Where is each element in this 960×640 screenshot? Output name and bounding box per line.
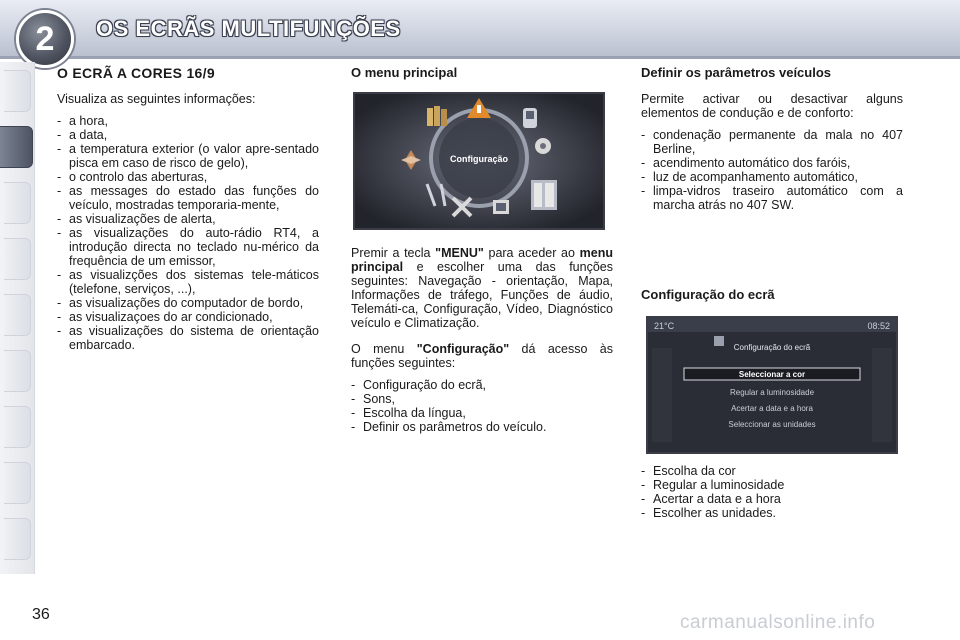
- config-menu-description: O menu "Configuração" dá acesso às funções seguintes:: [351, 342, 614, 370]
- section-heading-vehicle-params: Definir os parâmetros veículos: [641, 65, 832, 80]
- config-key-label: "Configuração": [416, 342, 510, 356]
- status-temperature: 21°C: [654, 321, 675, 331]
- chapter-title: OS ECRÃS MULTIFUNÇÕES: [96, 16, 401, 41]
- main-menu-screen-image: [353, 92, 605, 230]
- list-item: - as visualizações de alerta,: [57, 212, 319, 226]
- list-item: - a data,: [57, 128, 319, 142]
- video-icon: [493, 200, 509, 214]
- chapter-tab-2-active[interactable]: [0, 126, 33, 168]
- list-item: - Regular a luminosidade: [641, 478, 903, 492]
- phone-icon: [523, 108, 537, 128]
- vehicle-params-list: [641, 128, 903, 212]
- list-item: - as visualizações do computador de bordo,: [57, 296, 319, 310]
- column-main-menu: [351, 66, 613, 434]
- list-item: - Sons,: [351, 392, 613, 406]
- list-item: - as messages do estado das funções do veículo, mostradas temporaria-mente,: [57, 184, 319, 212]
- list-item: - Escolher as unidades.: [641, 506, 903, 520]
- list-item: - o controlo das aberturas,: [57, 170, 319, 184]
- list-item: - as visualizações do sistema de orientação embarcado.: [57, 324, 319, 352]
- grid-table-icon: [531, 180, 557, 210]
- chapter-tab-3[interactable]: [4, 182, 31, 224]
- config-option-3[interactable]: Seleccionar as unidades: [728, 420, 816, 429]
- chapter-tab-9[interactable]: [4, 518, 31, 560]
- list-item: - Escolha da cor: [641, 464, 903, 478]
- chapter-number-badge: 2: [16, 10, 74, 68]
- chapter-tabs-rail: [0, 62, 35, 574]
- screen-config-list: [641, 464, 903, 520]
- list-item: - luz de acompanhamento automático,: [641, 170, 903, 184]
- main-menu-term: menu principal: [351, 246, 613, 274]
- list-item: - Escolha da língua,: [351, 406, 613, 420]
- main-menu-description: Premir a tecla "MENU" para aceder ao menu principal e escolher uma das funções seguintes: Navegação - orientação, Mapa, Informações de tráfego, Funções de áudio, Telemáti-ca, Configuração, Vídeo, Diagnóstico veículo e Climatização.: [351, 246, 613, 330]
- config-screen-title: Configuração do ecrã: [733, 343, 811, 352]
- list-item: - as visualizções dos sistemas tele-máticos (telefone, serviços, ...),: [57, 268, 319, 296]
- audio-icon: [535, 138, 551, 154]
- config-functions-list: [351, 378, 613, 434]
- header-divider: [0, 56, 960, 59]
- column-color-screen: [57, 66, 319, 352]
- screen-config-illustration: [648, 318, 896, 452]
- books-icon: [427, 106, 447, 126]
- list-item: - as visualizaçoes do ar condicionado,: [57, 310, 319, 324]
- list-item: - limpa-vidros traseiro automático com a marcha atrás no 407 SW.: [641, 184, 903, 212]
- vehicle-params-description: Permite activar ou desactivar alguns elementos de condução e de conforto:: [641, 92, 903, 120]
- menu-center-label: Configuração: [449, 154, 509, 164]
- intro-text: Visualiza as seguintes informações:: [57, 92, 256, 106]
- section-heading-main-menu: O menu principal: [351, 65, 458, 80]
- chapter-tab-5[interactable]: [4, 294, 31, 336]
- config-tools-icon: [714, 336, 724, 346]
- config-option-0[interactable]: Seleccionar a cor: [738, 370, 806, 379]
- list-item: - as visualizações do auto-rádio RT4, a introdução directa no teclado nu-mérico da frequência de um emissor,: [57, 226, 319, 268]
- info-list: [57, 114, 319, 352]
- watermark: carmanualsonline.info: [680, 612, 876, 633]
- menu-key-label: "MENU": [435, 246, 484, 260]
- section-heading-screen-config: Configuração do ecrã: [641, 287, 775, 302]
- chapter-tab-6[interactable]: [4, 350, 31, 392]
- list-item: - a temperatura exterior (o valor apre-sentado pisca em caso de risco de gelo),: [57, 142, 319, 170]
- chapter-tab-7[interactable]: [4, 406, 31, 448]
- list-item: - Configuração do ecrã,: [351, 378, 613, 392]
- screen-config-image: [646, 316, 898, 454]
- list-item: - Acertar a data e a hora: [641, 492, 903, 506]
- config-option-1[interactable]: Regular a luminosidade: [729, 388, 815, 397]
- section-heading-color-screen: O ECRÃ A CORES 16/9: [57, 65, 215, 81]
- chapter-tab-8[interactable]: [4, 462, 31, 504]
- main-menu-illustration: [355, 94, 603, 228]
- list-item: - Definir os parâmetros do veículo.: [351, 420, 613, 434]
- status-clock: 08:52: [867, 321, 890, 331]
- list-item: - a hora,: [57, 114, 319, 128]
- chapter-tab-4[interactable]: [4, 238, 31, 280]
- page-number: 36: [32, 606, 50, 623]
- config-option-2[interactable]: Acertar a data e a hora: [731, 404, 813, 413]
- column-vehicle-settings: [641, 66, 903, 520]
- chapter-tab-1[interactable]: [4, 70, 31, 112]
- list-item: - condenação permanente da mala no 407 Berline,: [641, 128, 903, 156]
- list-item: - acendimento automático dos faróis,: [641, 156, 903, 170]
